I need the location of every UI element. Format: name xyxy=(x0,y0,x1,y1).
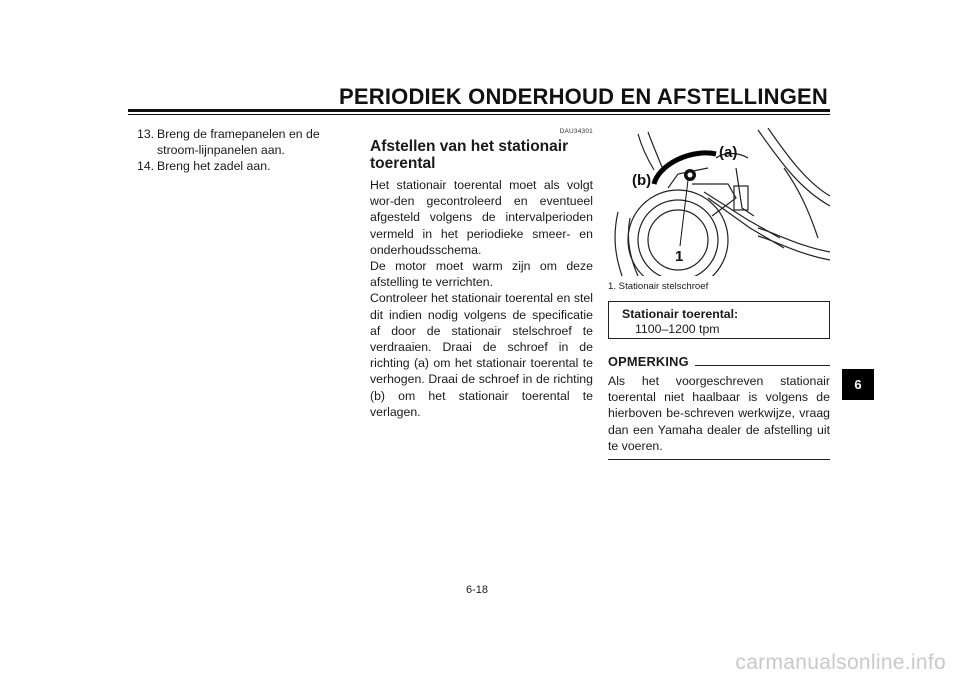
list-item xyxy=(137,158,357,174)
figure-caption: 1. Stationair stelschroef xyxy=(608,281,709,292)
spec-box xyxy=(608,301,830,339)
note-end-rule xyxy=(608,459,830,460)
note-text: Als het voorgeschreven stationair toerental niet haalbaar is volgens de hierboven be-schreven werkwijze, vraag dan een Yamaha dealer de afstelling uit te voeren. xyxy=(608,374,830,453)
header-rule xyxy=(128,109,830,112)
middle-column xyxy=(370,128,593,420)
step-number: 14. xyxy=(137,159,155,173)
screw-callout-label: 1 xyxy=(675,248,684,265)
step-number: 13. xyxy=(137,127,155,141)
direction-b-label: (b) xyxy=(632,172,652,189)
header-rule-thin xyxy=(128,114,830,115)
right-column xyxy=(608,128,830,460)
section-title: Afstellen van het stationair toerental xyxy=(370,138,569,172)
spec-value: 1100–1200 tpm xyxy=(635,322,720,336)
step-text: Breng de framepanelen en de stroom-lijnpanelen aan. xyxy=(157,127,320,157)
chapter-tab: 6 xyxy=(842,369,874,400)
left-column xyxy=(137,126,357,174)
watermark-text: carmanualsonline.info xyxy=(735,651,946,674)
note-heading-rule xyxy=(695,365,830,366)
body-paragraph: Het stationair toerental moet als volgt wor-den gecontroleerd en eventueel afgesteld volgens de intervalperioden vermeld in het periodieke smeer- en onderhoudsschema. xyxy=(370,178,593,257)
body-paragraph: Controleer het stationair toerental en stel dit indien nodig volgens de specificatie af door de stationair stelschroef te verdraaien. Draai de schroef in de richting (a) om het stationair toerental te verhogen. Draai de schroef in de richting (b) om het stationair toerental te verlagen. xyxy=(370,291,593,419)
page-number: 6-18 xyxy=(466,584,489,596)
idle-screw-illustration xyxy=(608,128,830,276)
illustration-drawing xyxy=(608,128,830,276)
direction-a-label: (a) xyxy=(719,144,738,161)
step-text: Breng het zadel aan. xyxy=(157,159,271,173)
spec-label: Stationair toerental: xyxy=(622,307,739,321)
list-item xyxy=(137,126,357,158)
note-heading xyxy=(608,354,830,369)
page-header-title: PERIODIEK ONDERHOUD EN AFSTELLINGEN xyxy=(339,84,828,109)
body-paragraph: De motor moet warm zijn om deze afstelling te verrichten. xyxy=(370,259,593,290)
note-title: OPMERKING xyxy=(608,354,689,369)
document-code: DAU34301 xyxy=(559,128,593,135)
